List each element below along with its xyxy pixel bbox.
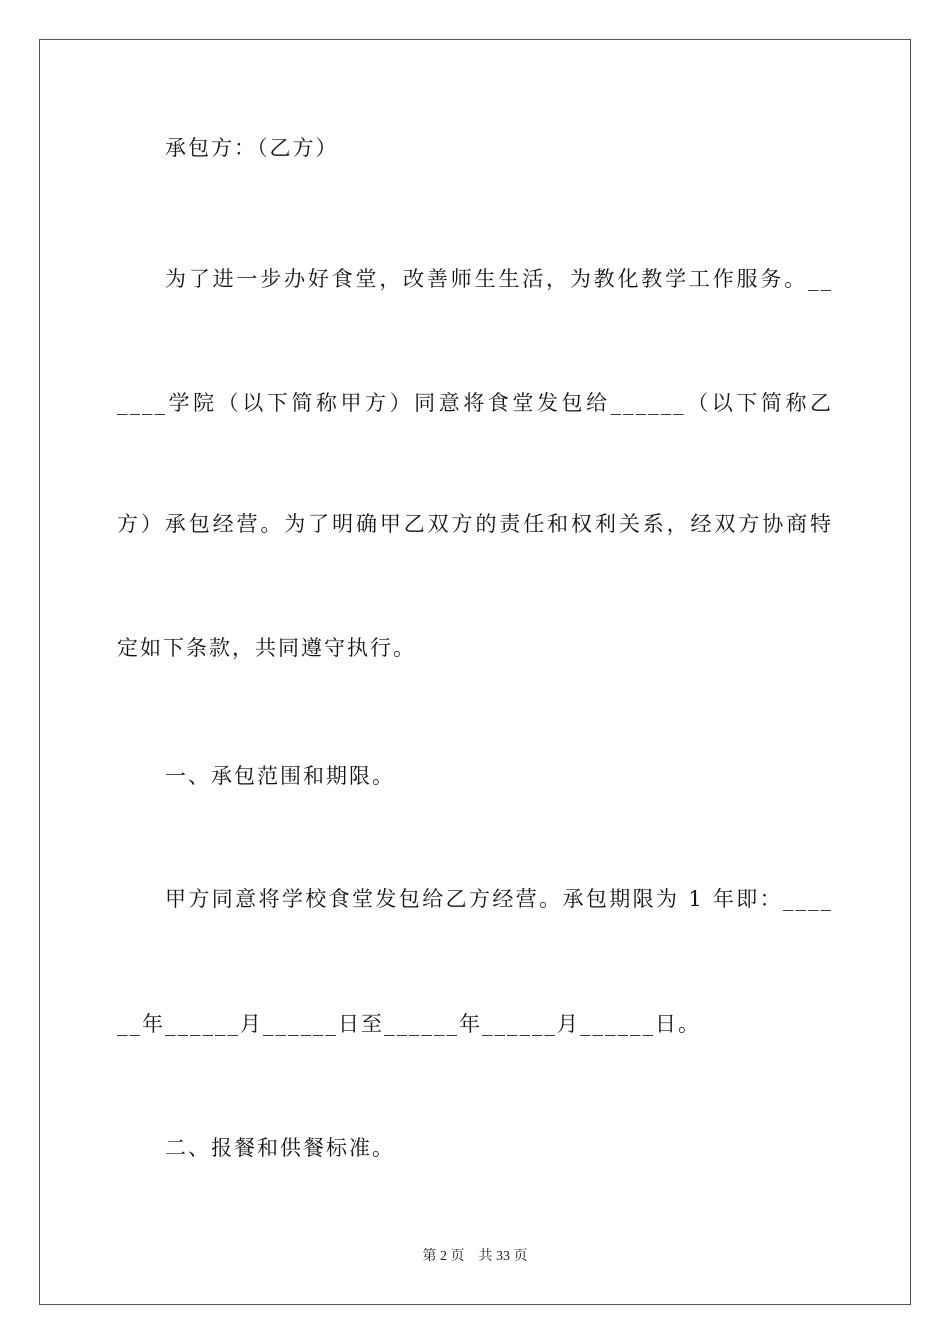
- paragraph-line: 方）承包经营。为了明确甲乙双方的责任和权利关系，经双方协商特: [117, 512, 833, 536]
- page-number: 第 2 页: [422, 1249, 465, 1264]
- page-footer: [0, 1248, 950, 1266]
- paragraph-line: 定如下条款，共同遵守执行。: [117, 636, 416, 660]
- paragraph-line: 甲方同意将学校食堂发包给乙方经营。承包期限为 1 年即：____: [165, 887, 833, 911]
- paragraph-line: 为了进一步办好食堂，改善师生生活，为教化教学工作服务。__: [165, 267, 833, 291]
- page-border: [39, 39, 911, 1305]
- party-b-line: 承包方：（乙方）: [165, 136, 339, 160]
- total-pages: 共 33 页: [478, 1249, 528, 1264]
- section-heading: 二、报餐和供餐标准。: [165, 1136, 395, 1160]
- section-heading: 一、承包范围和期限。: [165, 764, 395, 788]
- paragraph-line: ____学院（以下简称甲方）同意将食堂发包给______（以下简称乙: [117, 391, 833, 415]
- paragraph-line: __年______月______日至______年______月______日。: [117, 1012, 701, 1036]
